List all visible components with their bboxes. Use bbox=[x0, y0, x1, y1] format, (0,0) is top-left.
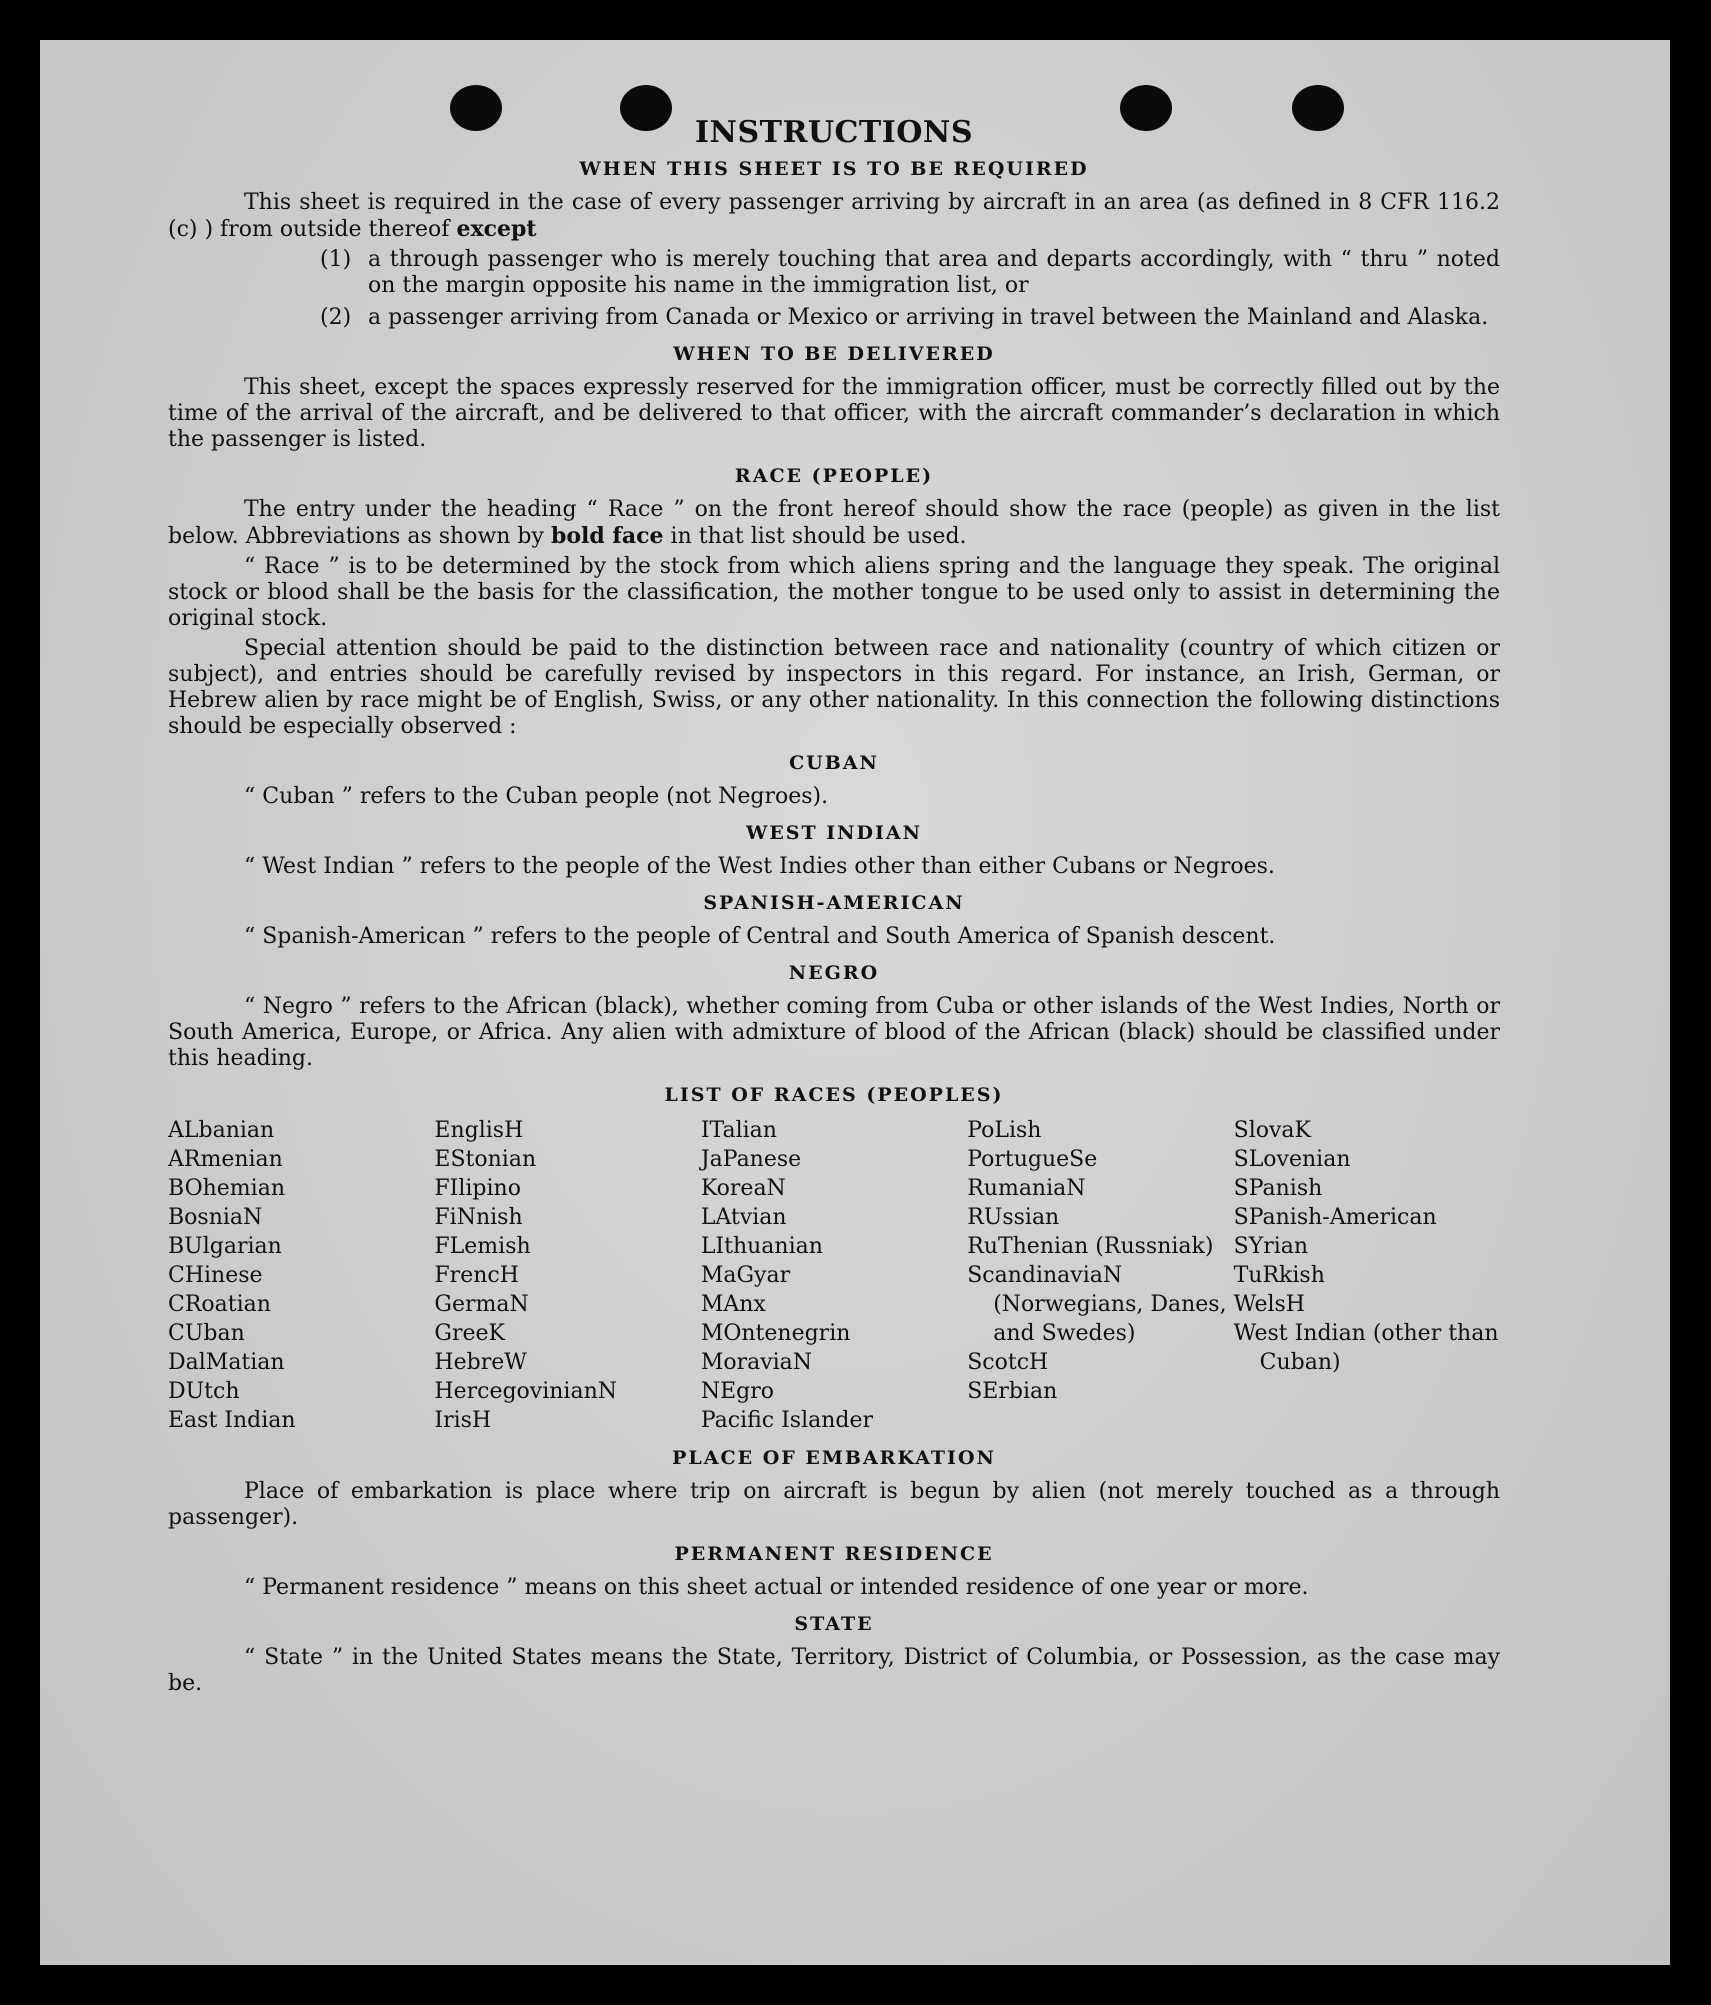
race-entry: LAtvian bbox=[700, 1205, 787, 1230]
race-entry: West Indian (other than Cuban) bbox=[1233, 1321, 1499, 1375]
section-heading-state: STATE bbox=[794, 1613, 874, 1635]
section-heading-cuban: CUBAN bbox=[789, 752, 879, 774]
list-item: (2) a passenger arriving from Canada or Mexico or arriving in travel between the Mainland and Alaska. bbox=[320, 305, 1489, 330]
race-entry: PortugueSe bbox=[967, 1147, 1098, 1172]
race-entry: PoLish bbox=[967, 1118, 1042, 1143]
race-entry: BosniaN bbox=[168, 1205, 263, 1230]
race-entry: NEgro bbox=[700, 1379, 774, 1404]
race-entry: MaGyar bbox=[700, 1263, 791, 1288]
race-entry: BOhemian bbox=[168, 1176, 285, 1201]
race-entry: FIlipino bbox=[434, 1176, 521, 1201]
race-entry: WelsH bbox=[1233, 1292, 1305, 1317]
race-entry: FiNnish bbox=[434, 1205, 523, 1230]
west-indian-text: “ West Indian ” refers to the people of the West Indies other than either Cubans or Negroes. bbox=[244, 854, 1275, 879]
race-paragraph-1: The entry under the heading “ Race ” on the front hereof should show the race (people) as given in the list below. Abbreviations as shown by bold face in that list should be used. bbox=[168, 497, 1500, 549]
race-entry: ScandinaviaN (Norwegians, Danes, and Swedes) bbox=[967, 1263, 1227, 1346]
race-entry: RuThenian (Russniak) bbox=[967, 1234, 1214, 1259]
races-column bbox=[1234, 1116, 1500, 1435]
race-entry: HebreW bbox=[434, 1350, 527, 1375]
race-entry: SPanish bbox=[1233, 1176, 1323, 1201]
races-column bbox=[967, 1116, 1233, 1435]
race-entry: GermaN bbox=[434, 1292, 529, 1317]
race-entry: MoraviaN bbox=[700, 1350, 813, 1375]
races-column bbox=[168, 1116, 434, 1435]
delivered-text: This sheet, except the spaces expressly reserved for the immigration officer, must be correctly filled out by the time of the arrival of the aircraft, and be delivered to that officer, with the aircraft commander’s declaration in which the passenger is listed. bbox=[168, 375, 1500, 452]
race-entry: EStonian bbox=[434, 1147, 537, 1172]
race-entry: DalMatian bbox=[168, 1350, 285, 1375]
race-entry: SLovenian bbox=[1233, 1147, 1351, 1172]
spanish-american-text: “ Spanish-American ” refers to the people of Central and South America of Spanish descent. bbox=[244, 924, 1276, 949]
race-entry: BUlgarian bbox=[168, 1234, 282, 1259]
race-entry: MOntenegrin bbox=[700, 1321, 851, 1346]
race-entry: SYrian bbox=[1233, 1234, 1309, 1259]
section-heading-negro: NEGRO bbox=[788, 962, 880, 984]
race-paragraph-3: Special attention should be paid to the distinction between race and nationality (country of which citizen or subject), and entries should be carefully revised by inspectors in this regard. For instance, an Irish, German, or Hebrew alien by race might be of English, Swiss, or any other nationality. In this connection the following distinctions should be especially observed : bbox=[168, 636, 1500, 739]
section-heading-residence: PERMANENT RESIDENCE bbox=[674, 1543, 994, 1565]
section-heading-embarkation: PLACE OF EMBARKATION bbox=[672, 1447, 996, 1469]
race-entry: HercegovinianN bbox=[434, 1379, 618, 1404]
races-column bbox=[701, 1116, 967, 1435]
race-entry: ARmenian bbox=[168, 1147, 283, 1172]
race-entry: CRoatian bbox=[168, 1292, 271, 1317]
race-entry: GreeK bbox=[434, 1321, 505, 1346]
race-entry: CHinese bbox=[168, 1263, 263, 1288]
race-entry: EnglisH bbox=[434, 1118, 524, 1143]
race-entry: FLemish bbox=[434, 1234, 531, 1259]
page-title: INSTRUCTIONS bbox=[695, 115, 973, 150]
residence-text: “ Permanent residence ” means on this sheet actual or intended residence of one year or more. bbox=[244, 1575, 1309, 1600]
list-of-races-heading: LIST OF RACES (PEOPLES) bbox=[664, 1084, 1004, 1106]
race-entry: East Indian bbox=[168, 1408, 296, 1433]
race-entry: IrisH bbox=[434, 1408, 492, 1433]
race-entry: RumaniaN bbox=[967, 1176, 1086, 1201]
race-entry: ScotcH bbox=[967, 1350, 1049, 1375]
section-heading-delivered: WHEN TO BE DELIVERED bbox=[673, 343, 995, 365]
race-entry: Pacific Islander bbox=[700, 1408, 874, 1433]
document-body bbox=[168, 115, 1500, 1701]
races-table bbox=[168, 1116, 1500, 1435]
race-entry: SPanish-American bbox=[1233, 1205, 1437, 1230]
race-entry: JaPanese bbox=[700, 1147, 802, 1172]
race-paragraph-2: “ Race ” is to be determined by the stock from which aliens spring and the language they speak. The original stock or blood shall be the basis for the classification, the mother tongue to be used only to assist in determining the original stock. bbox=[168, 554, 1500, 631]
race-entry: CUban bbox=[168, 1321, 245, 1346]
negro-text: “ Negro ” refers to the African (black), whether coming from Cuba or other islands of the West Indies, North or South America, Europe, or Africa. Any alien with admixture of blood of the African (black) should be classified under this heading. bbox=[168, 994, 1500, 1071]
section-heading-west-indian: WEST INDIAN bbox=[745, 822, 923, 844]
embarkation-text: Place of embarkation is place where trip on aircraft is begun by alien (not merely touched as a through passenger). bbox=[168, 1479, 1500, 1530]
race-entry: RUssian bbox=[967, 1205, 1060, 1230]
race-entry: KoreaN bbox=[700, 1176, 786, 1201]
race-entry: LIthuanian bbox=[700, 1234, 823, 1259]
races-column bbox=[434, 1116, 700, 1435]
section-heading-spanish-american: SPANISH-AMERICAN bbox=[703, 892, 965, 914]
section-heading-race: RACE (PEOPLE) bbox=[734, 465, 934, 487]
state-text: “ State ” in the United States means the State, Territory, District of Columbia, or Possession, as the case may be. bbox=[168, 1645, 1500, 1696]
race-entry: DUtch bbox=[168, 1379, 240, 1404]
race-entry: TuRkish bbox=[1233, 1263, 1325, 1288]
race-entry: SErbian bbox=[967, 1379, 1058, 1404]
race-entry: ALbanian bbox=[168, 1118, 275, 1143]
race-entry: ITalian bbox=[700, 1118, 777, 1143]
race-entry: MAnx bbox=[700, 1292, 766, 1317]
cuban-text: “ Cuban ” refers to the Cuban people (not Negroes). bbox=[244, 784, 829, 809]
race-entry: SlovaK bbox=[1233, 1118, 1311, 1143]
required-intro: This sheet is required in the case of every passenger arriving by aircraft in an area (as defined in 8 CFR 116.2 (c) ) from outside thereof except bbox=[168, 190, 1500, 242]
section-heading-required: WHEN THIS SHEET IS TO BE REQUIRED bbox=[579, 158, 1089, 180]
race-entry: FrencH bbox=[434, 1263, 519, 1288]
list-item: (1) a through passenger who is merely touching that area and departs accordingly, with “ thru ” noted on the margin opposite his name in the immigration list, or bbox=[320, 247, 1500, 298]
